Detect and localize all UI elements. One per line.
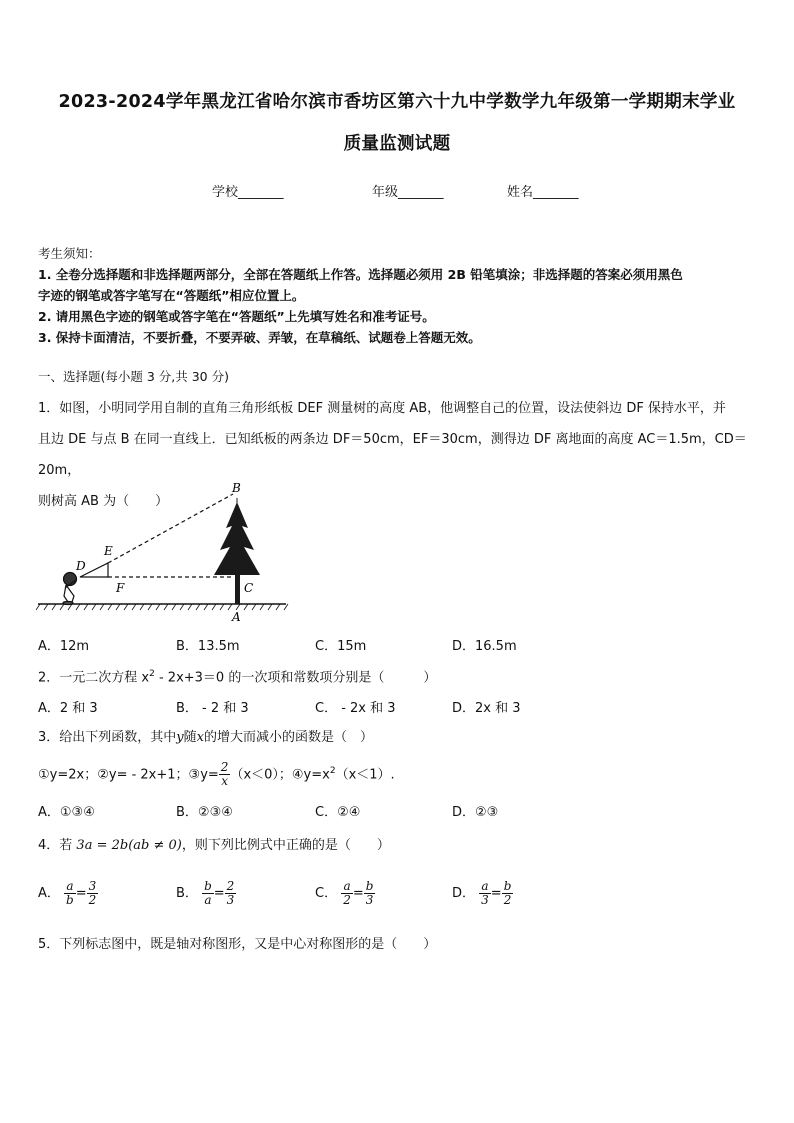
section-heading: 一、选择题(每小题 3 分,共 30 分) — [38, 369, 229, 384]
q3-function-4b: （x＜1）. — [335, 767, 395, 783]
q4-options — [38, 880, 758, 916]
question-5: 5．下列标志图中，既是轴对称图形，又是中心对称图形的是（ ） — [38, 937, 437, 952]
q4-c-left-num: a — [341, 880, 353, 894]
q4-b-left-num: b — [204, 879, 212, 893]
school-field: 学校_______ — [212, 185, 284, 200]
q1-option-a[interactable]: A．12m — [38, 639, 90, 654]
q2-stem-a: 2．一元二次方程 x — [38, 670, 150, 686]
q3-option-a[interactable]: A．①③④ — [38, 805, 95, 820]
q1-figure — [36, 480, 296, 625]
q3-function-3-fraction — [219, 761, 231, 788]
q3-option-d[interactable]: D．②③ — [452, 805, 499, 820]
notice-block — [38, 243, 758, 348]
q3-function-4-sup: 2 — [329, 766, 336, 776]
q4-d-left-num: a — [479, 880, 491, 894]
notice-item-1a: 1. 全卷分选择题和非选择题两部分，全部在答题纸上作答。选择题必须用 2B 铅笔填涂；非选择题的答案必须用黑色 — [38, 267, 683, 282]
notice-item-2: 2. 请用黑色字迹的钢笔或答字笔在“答题纸”上先填写姓名和准考证号。 — [38, 309, 435, 324]
notice-item-1b: 字迹的钢笔或答字笔写在“答题纸”相应位置上。 — [38, 288, 305, 303]
q4-b-right-num: 2 — [226, 879, 235, 893]
q2-option-d[interactable]: D．2x 和 3 — [452, 701, 521, 716]
q3-function-2: ②y= - 2x+1； — [97, 767, 189, 783]
q4-stem-math: 3a = 2b(ab ≠ 0) — [76, 838, 182, 853]
q4-stem-a: 4．若 — [38, 838, 73, 853]
q4-option-d-label: D． — [452, 886, 476, 901]
label-f: F — [116, 581, 125, 595]
q1-line2: 且边 DE 与点 B 在同一直线上．已知纸板的两条边 DF＝50cm，EF＝30cm，测得边 DF 离地面的高度 AC＝1.5m，CD＝20m， — [38, 432, 747, 478]
sight-line-eb — [108, 494, 233, 563]
exam-title-line2: 质量监测试题 — [343, 134, 451, 154]
q1-line1: 1．如图，小明同学用自制的直角三角形纸板 DEF 测量树的高度 AB，他调整自己的位置，设法使斜边 DF 保持水平，并 — [38, 401, 726, 416]
question-3 — [38, 727, 758, 748]
q4-b-right-den: 3 — [226, 893, 235, 907]
label-a: A — [232, 610, 241, 624]
question-4 — [38, 835, 758, 856]
q3-stem-y: y — [176, 730, 184, 745]
q2-stem-sup: 2 — [149, 669, 155, 679]
person-figure — [63, 573, 77, 605]
tree-trunk — [235, 575, 240, 604]
label-d: D — [76, 559, 86, 573]
q4-c-right-num: b — [365, 879, 374, 893]
q2-option-c[interactable]: C． - 2x 和 3 — [315, 701, 396, 716]
q4-option-a-label: A． — [38, 886, 60, 901]
q4-a-left-num: a — [64, 880, 76, 894]
q4-option-b[interactable]: B． $\frac{b}{a}$ = $\frac{2}{3}$ — [176, 879, 235, 907]
q3-f3-numerator: 2 — [220, 760, 229, 775]
q4-a-left-den: b — [66, 893, 74, 907]
q4-option-b-label: B． — [176, 886, 198, 901]
q4-d-right-num: b — [503, 879, 512, 893]
q4-option-c[interactable]: C． $\frac{a}{2}$ = $\frac{b}{3}$ — [315, 879, 374, 907]
q3-stem-b: 随 — [183, 730, 197, 745]
label-b: B — [232, 481, 241, 495]
q1-option-b[interactable]: B．13.5m — [176, 639, 240, 654]
q4-d-right-den: 2 — [503, 893, 512, 907]
q1-line3: 则树高 AB 为（ ） — [38, 494, 169, 509]
q3-functions — [38, 756, 758, 790]
q2-option-b[interactable]: B． - 2 和 3 — [176, 701, 249, 716]
q1-option-d[interactable]: D．16.5m — [452, 639, 517, 654]
q3-option-c[interactable]: C．②④ — [315, 805, 361, 820]
q4-option-a[interactable]: A． $\frac{a}{b}$ = $\frac{3}{2}$ — [38, 879, 97, 907]
q3-stem-a: 3．给出下列函数，其中 — [38, 730, 177, 745]
label-e: E — [104, 544, 113, 558]
label-c: C — [244, 581, 254, 595]
q3-f3-denominator: x — [221, 774, 228, 789]
q3-function-3-pre: ③y= — [188, 767, 219, 783]
q4-c-left-den: 2 — [343, 893, 351, 907]
q3-stem-x: x — [196, 730, 204, 745]
ground-hatching — [36, 604, 288, 610]
name-field: 姓名_______ — [507, 185, 579, 200]
q2-option-a[interactable]: A．2 和 3 — [38, 701, 98, 716]
exam-title-line1: 2023-2024学年黑龙江省哈尔滨市香坊区第六十九中学数学九年级第一学期期末学业 — [58, 92, 736, 112]
q3-function-1: ①y=2x； — [38, 767, 98, 783]
notice-heading: 考生须知： — [38, 246, 101, 261]
q2-stem-b: - 2x+3＝0 的一次项和常数项分别是（ ） — [154, 670, 437, 686]
q4-a-right-num: 3 — [88, 879, 97, 893]
q4-stem-b: ，则下列比例式中正确的是（ ） — [181, 838, 390, 853]
q3-stem-c: 的增大而减小的函数是（ ） — [204, 730, 374, 745]
notice-item-3: 3. 保持卡面清洁，不要折叠，不要弄破、弄皱，在草稿纸、试题卷上答题无效。 — [38, 330, 481, 345]
q3-option-b[interactable]: B．②③④ — [176, 805, 233, 820]
question-2 — [38, 664, 758, 688]
q4-option-c-label: C． — [315, 886, 338, 901]
q3-function-3-post: （x＜0）； — [230, 767, 292, 783]
q4-d-left-den: 3 — [481, 893, 489, 907]
q1-option-c[interactable]: C．15m — [315, 639, 367, 654]
q4-option-d[interactable]: D． $\frac{a}{3}$ = $\frac{b}{2}$ — [452, 879, 512, 907]
q4-c-right-den: 3 — [365, 893, 374, 907]
q3-function-4a: ④y=x — [291, 767, 330, 783]
q4-a-right-den: 2 — [88, 893, 97, 907]
q4-b-left-den: a — [204, 893, 212, 907]
grade-field: 年级_______ — [372, 185, 444, 200]
